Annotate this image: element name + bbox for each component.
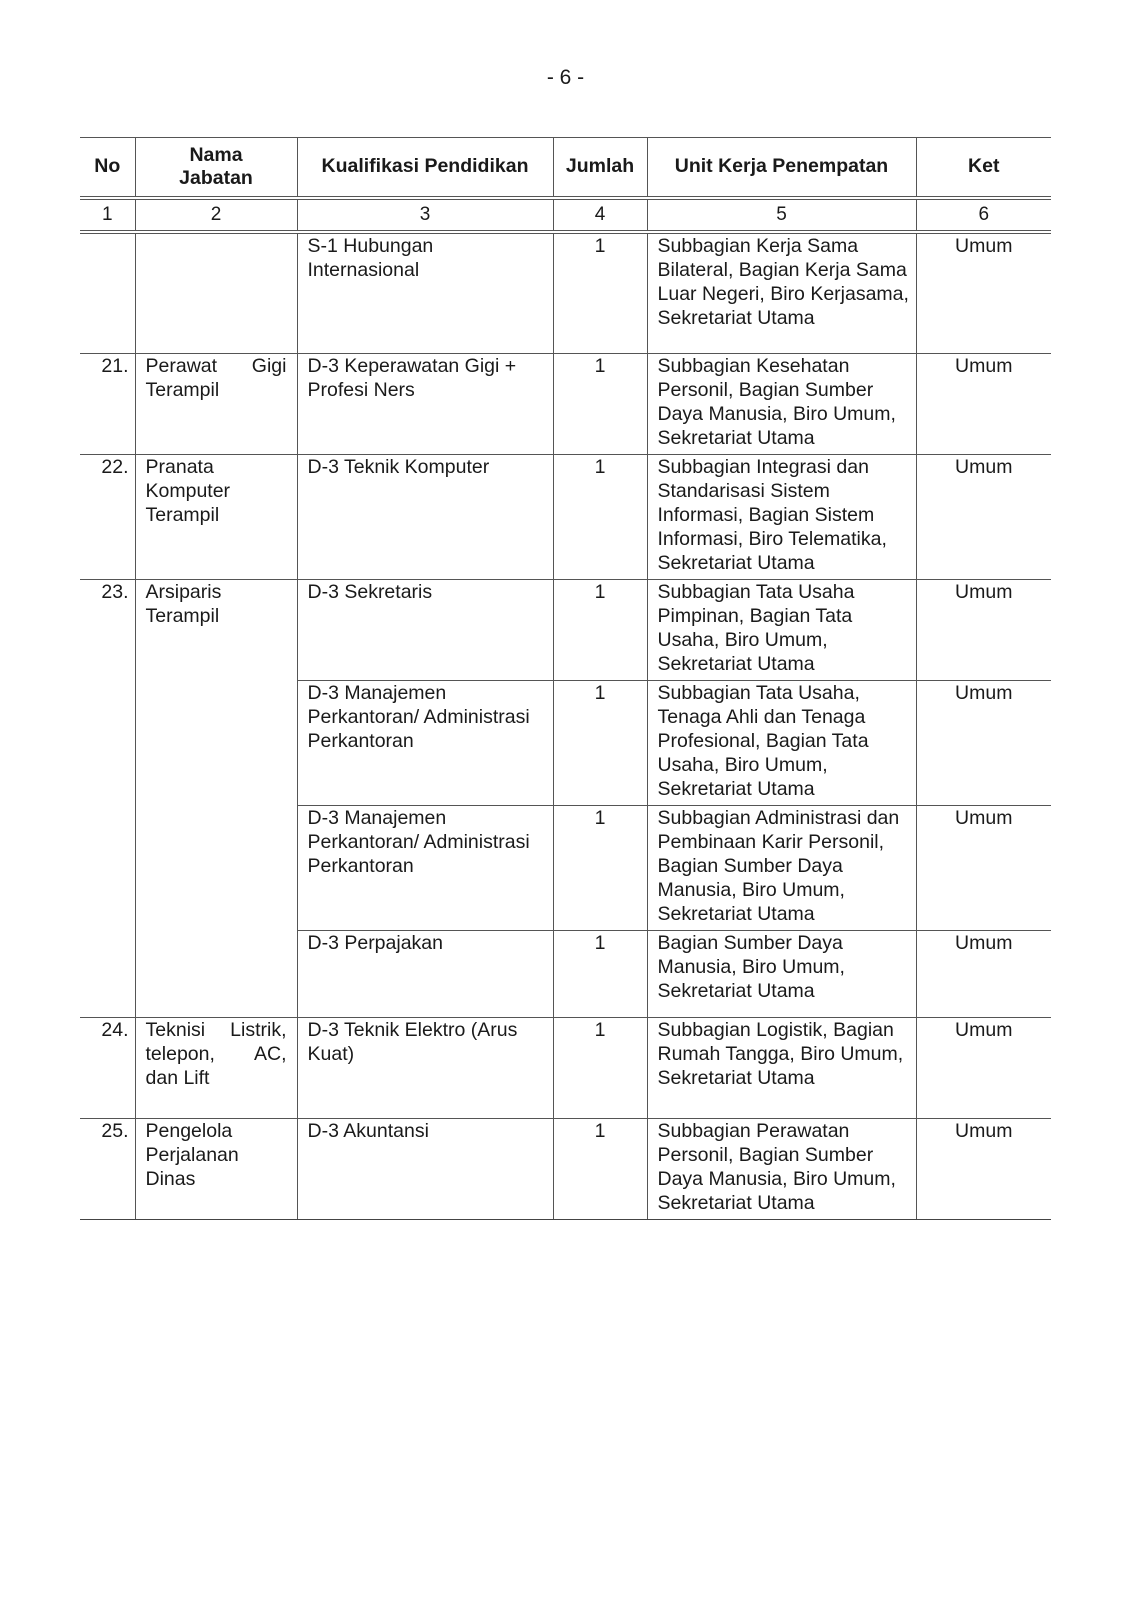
column-number: 6	[916, 198, 1051, 232]
header-jumlah: Jumlah	[553, 138, 647, 198]
row-nama-jabatan	[135, 232, 297, 354]
column-number: 5	[647, 198, 916, 232]
table-row	[80, 455, 1051, 580]
column-number-row	[80, 198, 1051, 232]
column-number: 3	[297, 198, 553, 232]
page-number: - 6 -	[546, 66, 585, 89]
row-ket: Umum	[916, 931, 1051, 1018]
row-no: 22.	[80, 455, 135, 580]
row-no	[80, 232, 135, 354]
header-no: No	[80, 138, 135, 198]
row-kualifikasi: D-3 Manajemen Perkantoran/ Administrasi Perkantoran	[297, 681, 553, 806]
row-unit-kerja: Subbagian Kerja Sama Bilateral, Bagian Kerja Sama Luar Negeri, Biro Kerjasama, Sekretariat Utama	[647, 232, 916, 354]
row-jumlah: 1	[553, 354, 647, 455]
row-no: 23.	[80, 580, 135, 1018]
table-row	[80, 1119, 1051, 1220]
row-kualifikasi: D-3 Akuntansi	[297, 1119, 553, 1220]
row-jumlah: 1	[553, 580, 647, 681]
column-number: 2	[135, 198, 297, 232]
row-ket: Umum	[916, 806, 1051, 931]
row-ket: Umum	[916, 354, 1051, 455]
row-kualifikasi: D-3 Manajemen Perkantoran/ Administrasi Perkantoran	[297, 806, 553, 931]
row-nama-jabatan: Perawat Gigi Terampil	[135, 354, 297, 455]
row-unit-kerja: Bagian Sumber Daya Manusia, Biro Umum, Sekretariat Utama	[647, 931, 916, 1018]
row-jumlah: 1	[553, 806, 647, 931]
row-unit-kerja: Subbagian Logistik, Bagian Rumah Tangga, Biro Umum, Sekretariat Utama	[647, 1018, 916, 1119]
row-no: 24.	[80, 1018, 135, 1119]
header-unit-kerja: Unit Kerja Penempatan	[647, 138, 916, 198]
row-unit-kerja: Subbagian Perawatan Personil, Bagian Sumber Daya Manusia, Biro Umum, Sekretariat Utama	[647, 1119, 916, 1220]
row-ket: Umum	[916, 232, 1051, 354]
column-number: 1	[80, 198, 135, 232]
table-row	[80, 232, 1051, 354]
row-ket: Umum	[916, 681, 1051, 806]
row-unit-kerja: Subbagian Kesehatan Personil, Bagian Sumber Daya Manusia, Biro Umum, Sekretariat Utama	[647, 354, 916, 455]
table-header-row	[80, 138, 1051, 198]
row-jumlah: 1	[553, 1119, 647, 1220]
row-unit-kerja: Subbagian Tata Usaha, Tenaga Ahli dan Tenaga Profesional, Bagian Tata Usaha, Biro Umum, Sekretariat Utama	[647, 681, 916, 806]
row-kualifikasi: S-1 Hubungan Internasional	[297, 232, 553, 354]
row-kualifikasi: D-3 Sekretaris	[297, 580, 553, 681]
header-ket: Ket	[916, 138, 1051, 198]
row-jumlah: 1	[553, 455, 647, 580]
row-unit-kerja: Subbagian Administrasi dan Pembinaan Karir Personil, Bagian Sumber Daya Manusia, Biro Umum, Sekretariat Utama	[647, 806, 916, 931]
row-ket: Umum	[916, 580, 1051, 681]
row-jumlah: 1	[553, 681, 647, 806]
row-kualifikasi: D-3 Teknik Elektro (Arus Kuat)	[297, 1018, 553, 1119]
column-number: 4	[553, 198, 647, 232]
row-nama-jabatan: Pengelola Perjalanan Dinas	[135, 1119, 297, 1220]
row-unit-kerja: Subbagian Tata Usaha Pimpinan, Bagian Tata Usaha, Biro Umum, Sekretariat Utama	[647, 580, 916, 681]
row-jumlah: 1	[553, 232, 647, 354]
row-no: 21.	[80, 354, 135, 455]
row-nama-jabatan: Arsiparis Terampil	[135, 580, 297, 1018]
header-kualifikasi: Kualifikasi Pendidikan	[297, 138, 553, 198]
formasi-table	[80, 137, 1051, 1220]
row-jumlah: 1	[553, 931, 647, 1018]
row-unit-kerja: Subbagian Integrasi dan Standarisasi Sistem Informasi, Bagian Sistem Informasi, Biro Telematika, Sekretariat Utama	[647, 455, 916, 580]
table-row	[80, 1018, 1051, 1119]
row-jumlah: 1	[553, 1018, 647, 1119]
row-kualifikasi: D-3 Perpajakan	[297, 931, 553, 1018]
table-row	[80, 354, 1051, 455]
row-kualifikasi: D-3 Keperawatan Gigi + Profesi Ners	[297, 354, 553, 455]
row-nama-jabatan: Pranata Komputer Terampil	[135, 455, 297, 580]
header-nama-jabatan: Nama Jabatan	[135, 138, 297, 198]
row-no: 25.	[80, 1119, 135, 1220]
row-nama-jabatan: Teknisi Listrik, telepon, AC, dan Lift	[135, 1018, 297, 1119]
row-kualifikasi: D-3 Teknik Komputer	[297, 455, 553, 580]
row-ket: Umum	[916, 455, 1051, 580]
table-row	[80, 580, 1051, 681]
row-ket: Umum	[916, 1119, 1051, 1220]
row-ket: Umum	[916, 1018, 1051, 1119]
